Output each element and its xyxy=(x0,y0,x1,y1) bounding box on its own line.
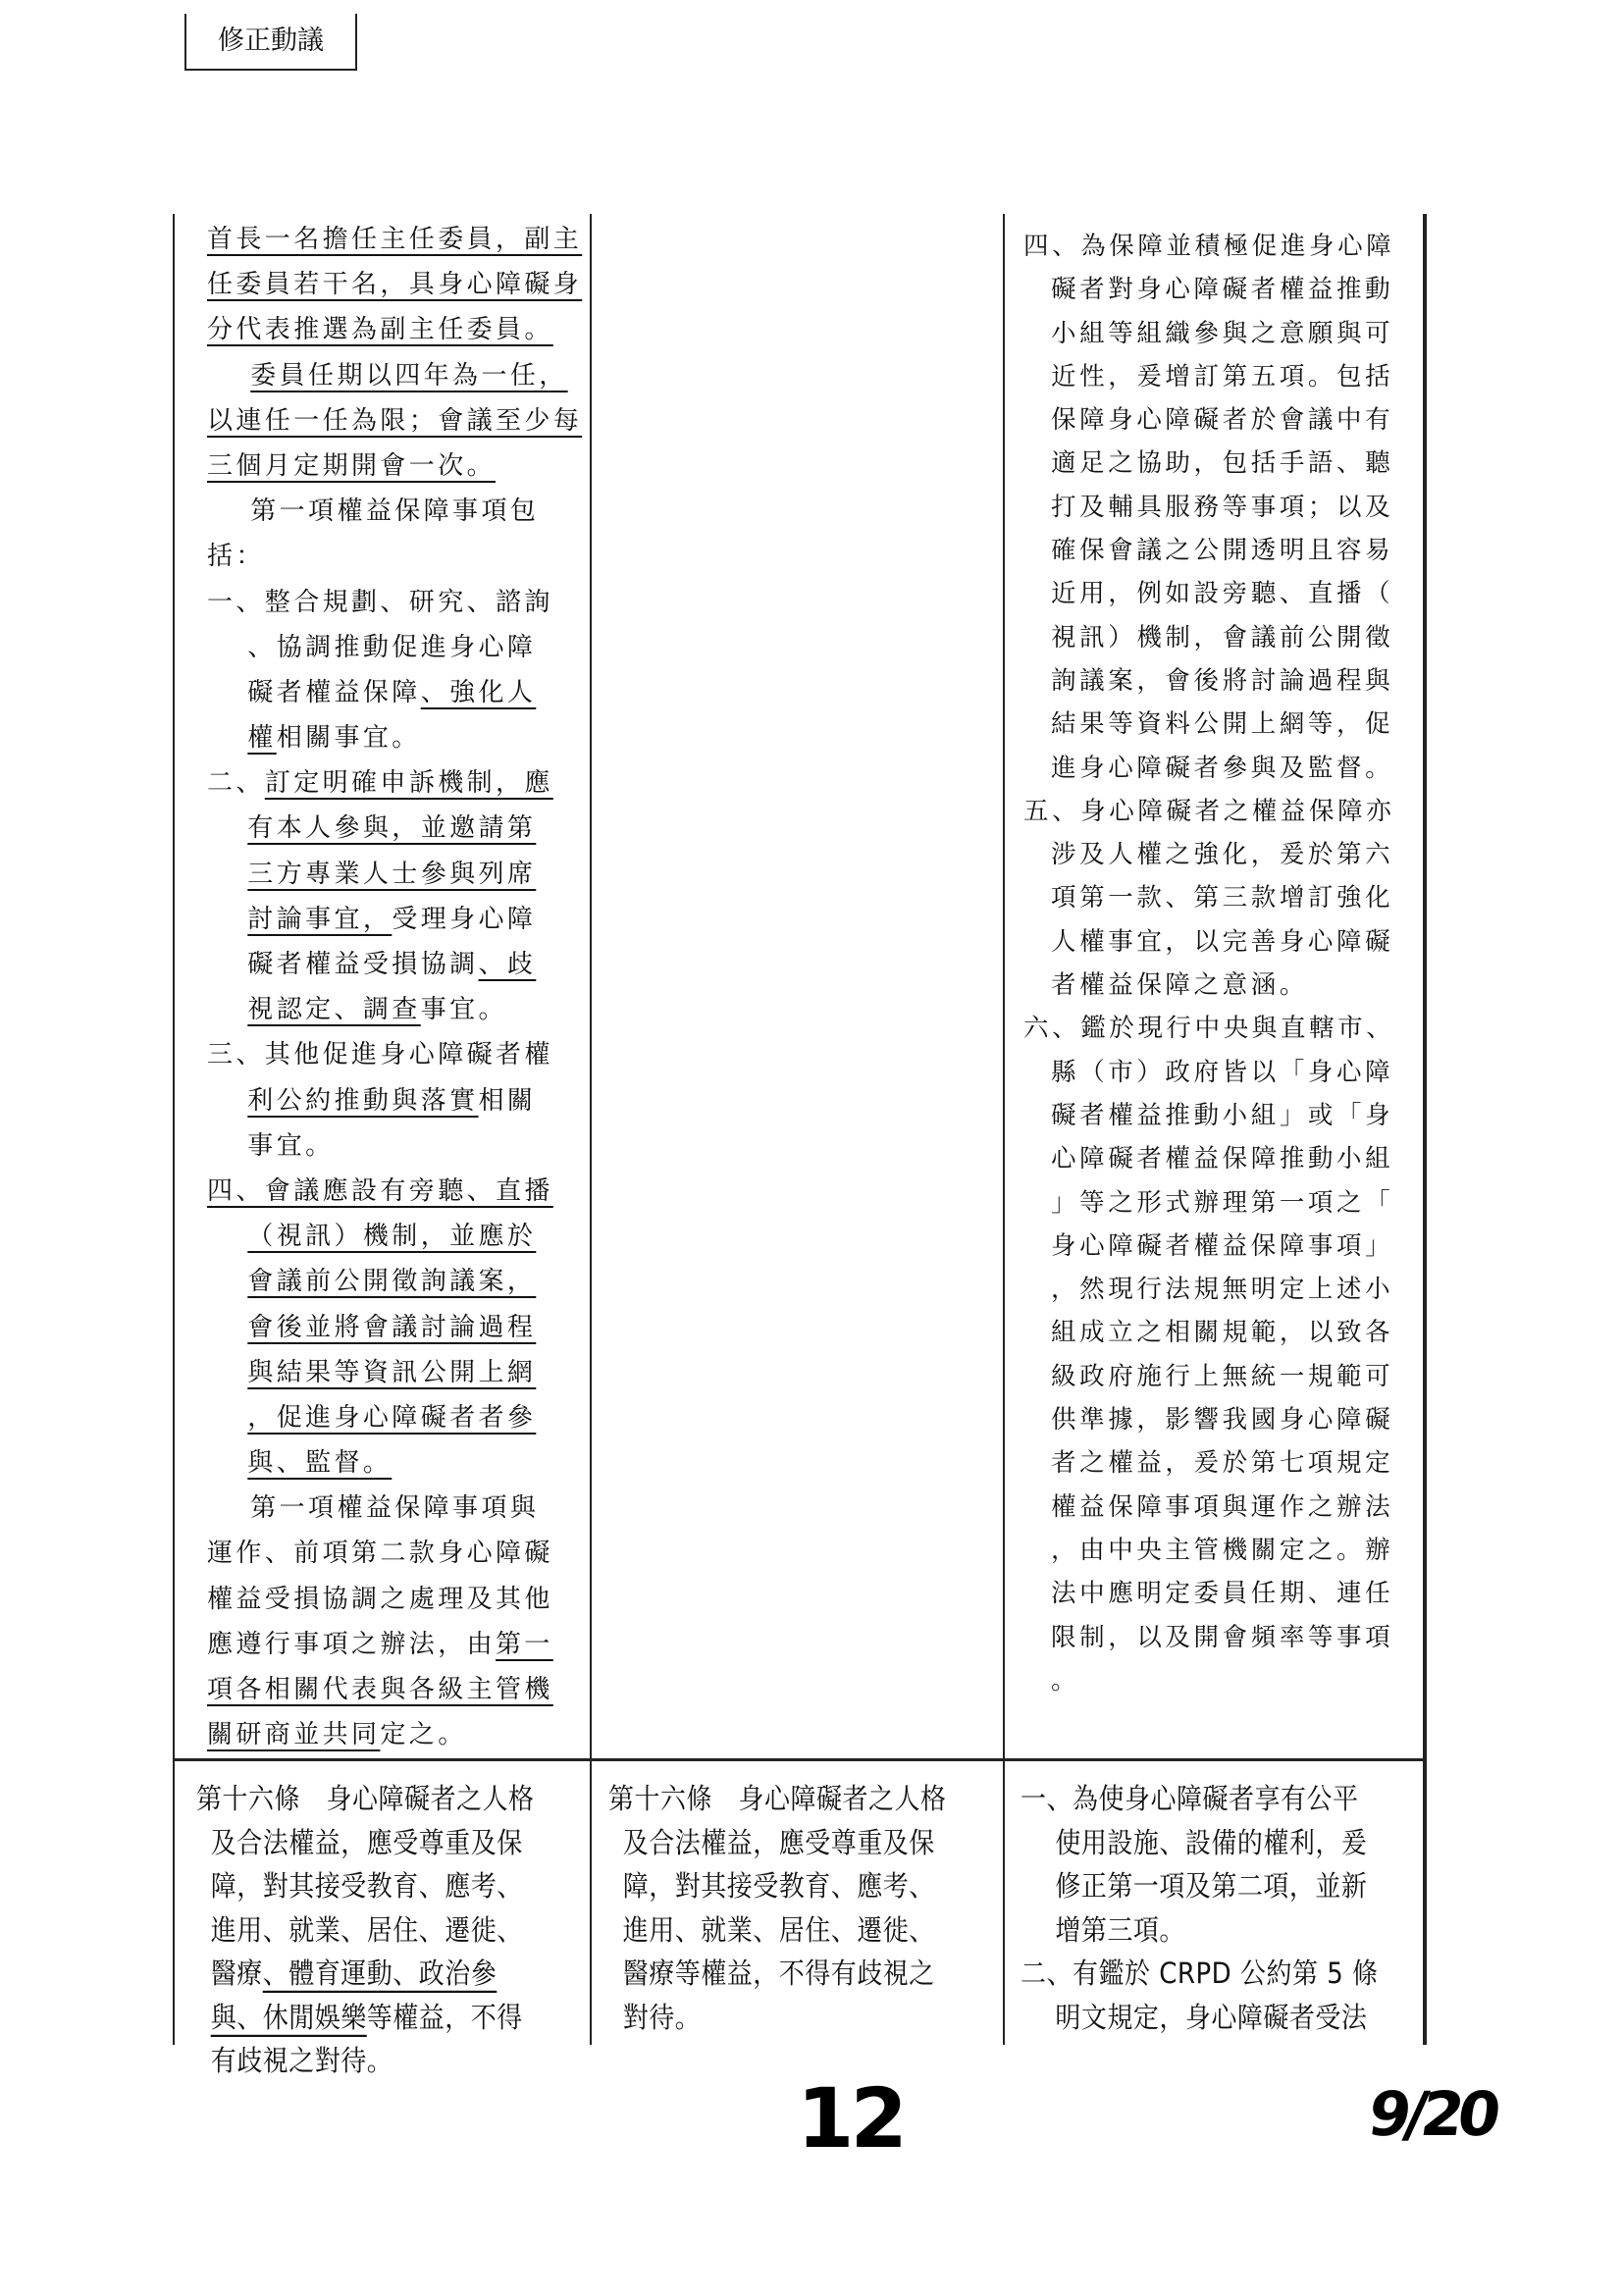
row-divider xyxy=(173,1758,1427,1761)
text-segment: 有歧視之對待。 xyxy=(210,2045,393,2078)
article-16-explanation xyxy=(1021,1778,1379,2040)
text-segment: 礙者權益推動小組」或「身 xyxy=(1051,1100,1394,1130)
text-segment: 二、 xyxy=(207,768,265,799)
text-line xyxy=(608,1906,947,1956)
text-line xyxy=(1023,1268,1394,1311)
text-segment: 保障身心障礙者於會議中有 xyxy=(1051,405,1394,436)
column-divider-2 xyxy=(1003,214,1005,2045)
text-line xyxy=(1021,1819,1379,1868)
text-segment: 使用設施、設備的權利，爰 xyxy=(1055,1826,1368,1860)
text-segment: 小組等組織參與之意願與可 xyxy=(1051,318,1394,348)
text-segment: 應遵行事項之辦法，由 xyxy=(207,1629,497,1659)
text-line xyxy=(1023,1225,1394,1268)
underlined-text: 有本人參與，並邀請第 xyxy=(247,813,537,844)
underlined-text: ，促進身心障礙者者參 xyxy=(247,1402,537,1433)
text-line xyxy=(1023,1355,1394,1398)
text-segment: 涉及人權之強化，爰於第六 xyxy=(1051,840,1394,870)
text-line xyxy=(1021,1775,1379,1824)
text-segment: 修正第一項及第二項，並新 xyxy=(1055,1870,1368,1904)
text-line xyxy=(207,1622,582,1667)
text-line xyxy=(207,444,582,489)
text-segment: 一、為使身心障礙者享有公平 xyxy=(1021,1783,1359,1816)
text-line xyxy=(608,1775,947,1824)
underlined-text: 關研商並共同 xyxy=(207,1720,381,1750)
text-segment: 縣（市）政府皆以「身心障 xyxy=(1051,1057,1394,1087)
text-segment: 、協調推動促進身心障 xyxy=(247,632,537,662)
text-segment: 權益保障事項與運作之辦法 xyxy=(1051,1491,1394,1522)
text-line xyxy=(1023,616,1394,659)
article-16-amended-text xyxy=(196,1778,535,2084)
text-segment: 」等之形式辦理第一項之「 xyxy=(1051,1187,1394,1218)
text-segment: 定之。 xyxy=(380,1720,467,1750)
text-line xyxy=(608,1950,947,1999)
article-16-original-text xyxy=(608,1778,947,2040)
text-line xyxy=(207,217,582,262)
text-line xyxy=(1023,572,1394,615)
text-line xyxy=(1023,790,1394,833)
text-segment: 事宜。 xyxy=(247,1130,335,1161)
text-line xyxy=(207,1577,582,1622)
text-line xyxy=(207,1259,582,1304)
text-line xyxy=(207,1350,582,1395)
text-line xyxy=(1023,876,1394,919)
text-segment: 進身心障礙者參與及監督。 xyxy=(1051,753,1394,783)
text-segment: 權益受損協調之處理及其他 xyxy=(207,1584,553,1614)
text-line xyxy=(1023,1398,1394,1441)
text-line xyxy=(207,1667,582,1712)
text-segment: 醫療 xyxy=(210,1957,263,1991)
text-segment: 醫療等權益，不得有歧視之 xyxy=(622,1957,935,1991)
text-line xyxy=(1023,1051,1394,1094)
text-line xyxy=(1023,442,1394,485)
text-line xyxy=(1023,747,1394,790)
text-segment: 確保會議之公開透明且容易 xyxy=(1051,536,1394,566)
text-segment: 打及輔具服務等事項；以及 xyxy=(1051,492,1394,522)
text-segment: 礙者權益保障 xyxy=(247,677,421,707)
page-number: 12 xyxy=(797,2070,904,2166)
text-line xyxy=(196,1950,535,1999)
text-line xyxy=(1023,1311,1394,1354)
underlined-text: 委員任期以四年為一任， xyxy=(250,360,568,391)
text-line xyxy=(608,1819,947,1868)
underlined-text: 以連任一任為限；會議至少每 xyxy=(207,405,583,436)
text-line xyxy=(207,715,582,760)
text-line xyxy=(196,1775,535,1824)
text-segment: 礙者權益受損協調 xyxy=(247,950,479,979)
text-segment: 進用、就業、居住、遷徙、 xyxy=(210,1913,523,1948)
text-segment: 近用，例如設旁聽、直播（ xyxy=(1051,579,1394,609)
text-line xyxy=(1023,1441,1394,1485)
underlined-text: 利公約推動與落實 xyxy=(247,1085,479,1116)
text-segment: 第十六條 身心障礙者之人格 xyxy=(608,1783,947,1816)
explanation-column xyxy=(1023,225,1394,1702)
text-segment: 一、整合規劃、研究、諮詢 xyxy=(207,587,553,617)
text-line xyxy=(1023,1659,1394,1702)
text-segment: 及合法權益，應受尊重及保 xyxy=(622,1826,935,1860)
text-line xyxy=(207,580,582,625)
underlined-text: 三個月定期開會一次。 xyxy=(207,450,497,481)
text-segment: 限制，以及開會頻率等事項 xyxy=(1051,1622,1394,1652)
text-line xyxy=(1023,312,1394,355)
text-line xyxy=(1023,703,1394,746)
text-line xyxy=(207,1169,582,1214)
text-segment: 礙者對身心障礙者權益推動 xyxy=(1051,275,1394,305)
text-segment: 增第三項。 xyxy=(1055,1913,1185,1948)
text-line xyxy=(1023,920,1394,964)
text-line xyxy=(207,307,582,352)
text-line xyxy=(1023,1094,1394,1137)
text-segment: 人權事宜，以完善身心障礙 xyxy=(1051,926,1394,957)
text-line xyxy=(207,852,582,897)
text-segment: 法中應明定委員任期、連任 xyxy=(1051,1579,1394,1609)
text-segment: 障，對其接受教育、應考、 xyxy=(210,1870,523,1904)
text-line xyxy=(1023,398,1394,442)
text-segment: 六、鑑於現行中央與直轄市、 xyxy=(1023,1014,1395,1044)
underlined-text: 與、監督。 xyxy=(247,1448,393,1479)
column-divider-1 xyxy=(590,214,592,2045)
underlined-text: 四、會議應設有旁聽、直播 xyxy=(207,1175,553,1206)
text-line xyxy=(1023,833,1394,876)
text-line xyxy=(207,987,582,1032)
text-line xyxy=(1021,1950,1379,1999)
text-line xyxy=(1021,1906,1379,1956)
text-line xyxy=(1023,1616,1394,1659)
text-line xyxy=(608,1994,947,2043)
underlined-text: 與、休閒娛樂 xyxy=(210,2001,367,2035)
text-segment: ，然現行法規無明定上述小 xyxy=(1051,1275,1394,1305)
text-line xyxy=(1023,1486,1394,1529)
text-line xyxy=(1023,225,1394,268)
text-segment: 五、身心障礙者之權益保障亦 xyxy=(1023,796,1395,826)
current-amendment-text-column xyxy=(207,217,582,1757)
text-segment: 相關 xyxy=(478,1085,537,1116)
text-line xyxy=(207,1440,582,1486)
text-line xyxy=(207,1078,582,1123)
text-line xyxy=(1023,486,1394,529)
text-segment: 者權益保障之意涵。 xyxy=(1051,970,1308,1001)
text-segment: 詢議案，會後將討論過程與 xyxy=(1051,665,1394,696)
text-line xyxy=(1023,355,1394,398)
underlined-text: 、體育運動、政治參 xyxy=(262,1957,497,1991)
underlined-text: 任委員若干名，具身心障礙身 xyxy=(207,270,583,300)
text-segment: 及合法權益，應受尊重及保 xyxy=(210,1826,523,1860)
underlined-text: 第一 xyxy=(496,1629,553,1659)
underlined-text: 、強化人 xyxy=(420,677,537,707)
text-line xyxy=(207,1305,582,1350)
text-segment: 組成立之相關規範，以致各 xyxy=(1051,1318,1394,1348)
text-segment: 項第一款、第三款增訂強化 xyxy=(1051,883,1394,913)
text-line xyxy=(207,489,582,534)
text-line xyxy=(207,670,582,715)
text-line xyxy=(207,760,582,806)
underlined-text: 訂定明確申訴機制，應 xyxy=(264,768,553,799)
table-border-left xyxy=(173,214,175,2045)
text-segment: 視訊）機制，會議前公開徵 xyxy=(1051,622,1394,652)
text-line xyxy=(207,1123,582,1169)
text-segment: 進用、就業、居住、遷徙、 xyxy=(622,1913,935,1948)
text-line xyxy=(207,1214,582,1259)
text-line xyxy=(207,1395,582,1440)
text-segment: 身心障礙者權益保障事項」 xyxy=(1051,1230,1394,1261)
underlined-text: 分代表推選為副主任委員。 xyxy=(207,315,553,345)
text-segment: 受理身心障 xyxy=(392,904,537,934)
underlined-text: 會後並將會議討論過程 xyxy=(247,1312,537,1342)
text-line xyxy=(196,1906,535,1956)
text-line xyxy=(1023,268,1394,311)
text-line xyxy=(196,1994,535,2043)
underlined-text: 三方專業人士參與列席 xyxy=(247,859,537,889)
text-segment: 三、其他促進身心障礙者權 xyxy=(207,1040,553,1070)
text-line xyxy=(196,2037,535,2086)
text-segment: 心障礙者權益保障推動小組 xyxy=(1051,1144,1394,1174)
underlined-text: （視訊）機制，並應於 xyxy=(247,1222,537,1252)
text-segment: 供準據，影響我國身心障礙 xyxy=(1051,1405,1394,1435)
text-segment: 運作、前項第二款身心障礙 xyxy=(207,1539,553,1569)
text-line xyxy=(196,1862,535,1911)
text-segment: 明文規定，身心障礙者受法 xyxy=(1055,2001,1368,2035)
text-line xyxy=(1023,1181,1394,1225)
text-segment: 障，對其接受教育、應考、 xyxy=(622,1870,935,1904)
text-line xyxy=(207,806,582,851)
text-line xyxy=(207,398,582,444)
text-segment: 級政府施行上無統一規範可 xyxy=(1051,1361,1394,1391)
text-line xyxy=(207,1712,582,1757)
text-line xyxy=(1023,964,1394,1007)
text-segment: ，由中央主管機關定之。辦 xyxy=(1051,1535,1394,1565)
text-line xyxy=(1023,1137,1394,1180)
underlined-text: 項各相關代表與各級主管機 xyxy=(207,1675,553,1704)
text-segment: 者之權益，爰於第七項規定 xyxy=(1051,1448,1394,1479)
text-segment: 相關事宜。 xyxy=(276,723,421,754)
text-line xyxy=(207,625,582,670)
text-line xyxy=(207,1486,582,1531)
text-line xyxy=(207,262,582,307)
text-segment: 二、有鑑於 CRPD 公約第 5 條 xyxy=(1021,1957,1379,1991)
underlined-text: 會議前公開徵詢議案， xyxy=(247,1267,537,1297)
text-line xyxy=(1021,1862,1379,1911)
text-line xyxy=(207,897,582,942)
text-line xyxy=(207,534,582,579)
text-line xyxy=(207,353,582,398)
text-line xyxy=(207,942,582,987)
text-line xyxy=(1023,1529,1394,1572)
text-segment: 適足之協助，包括手語、聽 xyxy=(1051,448,1394,479)
text-line xyxy=(1021,1994,1379,2043)
text-segment: 。 xyxy=(1051,1665,1080,1696)
underlined-text: 與結果等資訊公開上網 xyxy=(247,1357,537,1387)
text-segment: 括： xyxy=(207,542,265,572)
text-line xyxy=(196,1819,535,1868)
underlined-text: 、歧 xyxy=(478,950,537,979)
text-segment: 對待。 xyxy=(622,2001,702,2035)
text-segment: 近性，爰增訂第五項。包括 xyxy=(1051,361,1394,391)
underlined-text: 視認定、調查 xyxy=(247,995,421,1025)
underlined-text: 權 xyxy=(247,723,277,754)
text-line xyxy=(608,1862,947,1911)
text-line xyxy=(1023,1007,1394,1050)
text-segment: 事宜。 xyxy=(420,995,507,1025)
text-segment: 四、為保障並積極促進身心障 xyxy=(1023,232,1395,261)
underlined-text: 首長一名擔任主任委員，副主 xyxy=(207,225,583,254)
text-segment: 結果等資料公開上網等，促 xyxy=(1051,709,1394,740)
text-segment: 等權益，不得 xyxy=(366,2001,523,2035)
text-line xyxy=(1023,1572,1394,1615)
text-segment: 第一項權益保障事項與 xyxy=(250,1493,540,1524)
text-segment: 第一項權益保障事項包 xyxy=(250,496,540,527)
page-fraction-handwritten: 9/20 xyxy=(1363,2078,1500,2150)
underlined-text: 討論事宜， xyxy=(247,904,393,934)
table-border-right xyxy=(1423,214,1427,2045)
text-line xyxy=(207,1531,582,1576)
text-line xyxy=(1023,659,1394,703)
text-line xyxy=(1023,529,1394,572)
text-line xyxy=(207,1032,582,1077)
text-segment: 第十六條 身心障礙者之人格 xyxy=(196,1783,535,1816)
amendment-motion-tag: 修正動議 xyxy=(184,14,357,71)
